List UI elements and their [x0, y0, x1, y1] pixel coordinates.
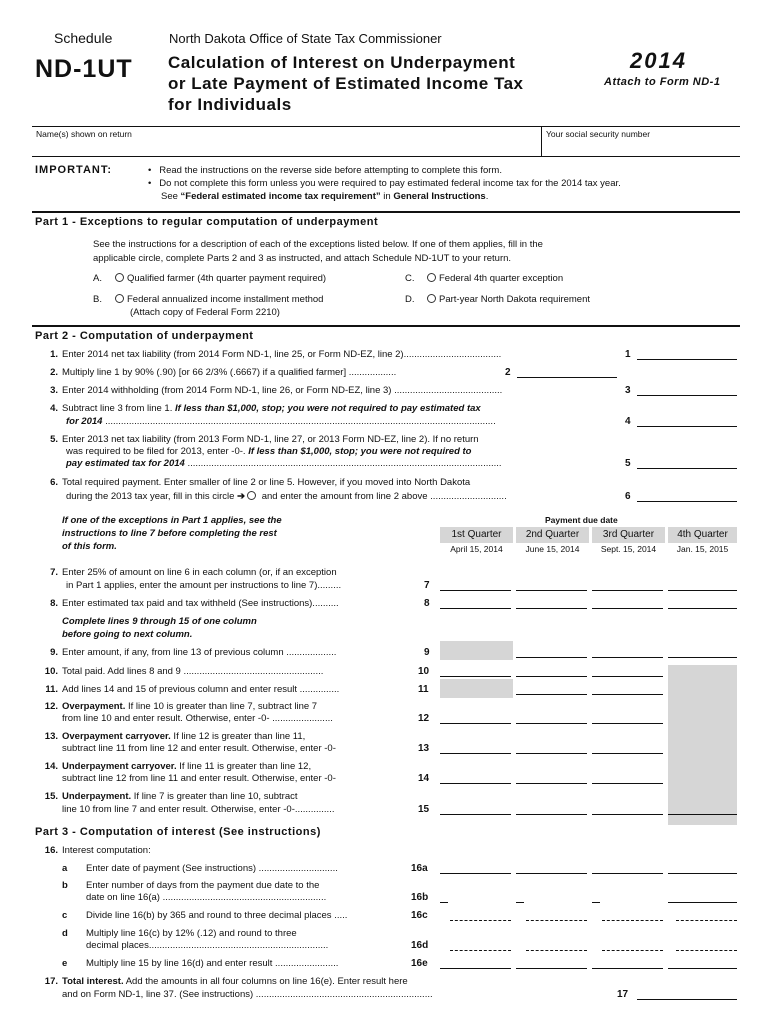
form-title: Calculation of Interest on Underpayment or Late Payment of Estimated Income Tax for Individuals [168, 53, 524, 114]
line-6-number: 6 [625, 491, 631, 502]
ssn-label: Your social security number [546, 129, 651, 139]
line-6: 6. Total required payment. Enter smaller of line 2 or line 5. However, if you moved into North Dakota [50, 477, 471, 488]
line-9-q2[interactable] [516, 657, 587, 658]
line-15-q4[interactable] [668, 814, 737, 815]
line-15: 15. Underpayment. If line 7 is greater than line 10, subtract [44, 791, 298, 802]
line-7-q4[interactable] [668, 590, 737, 591]
line-16c-q4[interactable] [676, 920, 737, 921]
line-16e-number: 16e [411, 958, 428, 969]
line-4-field[interactable] [637, 426, 737, 427]
line-6-field[interactable] [637, 501, 737, 502]
line-10: 10. Total paid. Add lines 8 and 9 ..................................................... [44, 666, 324, 677]
line-5: 5. Enter 2013 net tax liability (from 2013 Form ND-1, line 27, or 2013 Form ND-EZ, line 2). If no return [50, 434, 479, 445]
line-15-q2[interactable] [516, 814, 587, 815]
quarter-1-header: 1st Quarter [440, 527, 513, 543]
line-4: 4. Subtract line 3 from line 1. If less than $1,000, stop; you were not required to pay estimated tax [50, 403, 481, 414]
line-6-cont: during the 2013 tax year, fill in this circle ➔ and enter the amount from line 2 above ............................. [66, 491, 507, 502]
line-16a-number: 16a [411, 863, 428, 874]
line-1-field[interactable] [637, 359, 737, 360]
quarter-2-header: 2nd Quarter [516, 527, 589, 543]
line-17-number: 17 [617, 989, 629, 1000]
names-label: Name(s) shown on return [36, 129, 132, 139]
line-14: 14. Underpayment carryover. If line 11 is greater than line 12, [44, 761, 312, 772]
line-16d-q1[interactable] [450, 950, 511, 951]
part2-heading: Part 2 - Computation of underpayment [35, 330, 254, 342]
line-16d-cont: decimal places.................................................................... [86, 940, 329, 951]
line-16d: d Multiply line 16(c) by 12% (.12) and round to three [62, 928, 297, 939]
line-8-q3[interactable] [592, 608, 663, 609]
line-8: 8. Enter estimated tax paid and tax withheld (See instructions).......... [50, 598, 339, 609]
exception-d-circle[interactable] [427, 294, 436, 303]
quarter-3-header: 3rd Quarter [592, 527, 665, 543]
line-16a: a Enter date of payment (See instructions) .............................. [62, 863, 338, 874]
shade-q4 [668, 665, 737, 825]
line-10-q1[interactable] [440, 676, 511, 677]
line-16e-q3[interactable] [592, 968, 663, 969]
ssn-field[interactable] [546, 140, 736, 155]
line-12-q1[interactable] [440, 723, 511, 724]
line-10-number: 10 [418, 666, 430, 677]
line-5-field[interactable] [637, 468, 737, 469]
line-8-number: 8 [424, 598, 430, 609]
moved-in-circle[interactable] [247, 491, 256, 500]
line-16e: e Multiply line 15 by line 16(d) and enter result ........................ [62, 958, 339, 969]
line-16a-q2[interactable] [516, 873, 587, 874]
line-16b-cont: date on line 16(a) .............................................................. [86, 892, 327, 903]
line-8-q1[interactable] [440, 608, 511, 609]
line-16b-q2[interactable] [516, 902, 524, 903]
payment-due-label: Payment due date [545, 515, 618, 525]
quarter-3-date: Sept. 15, 2014 [600, 544, 657, 554]
line-3-field[interactable] [637, 395, 737, 396]
line-17: 17. Total interest. Add the amounts in all four columns on line 16(e). Enter result here [44, 976, 408, 987]
line-9: 9. Enter amount, if any, from line 13 of previous column ................... [50, 647, 337, 658]
exception-a-circle[interactable] [115, 273, 124, 282]
line-15-q3[interactable] [592, 814, 663, 815]
line-7: 7. Enter 25% of amount on line 6 in each column (or, if an exception [50, 567, 337, 578]
tax-year: 2014 [630, 48, 687, 73]
exception-b-note: (Attach copy of Federal Form 2210) [130, 307, 280, 318]
line-13-q2[interactable] [516, 753, 587, 754]
line-16b-q3[interactable] [592, 902, 600, 903]
line-12-cont: from line 10 and enter result. Otherwise, enter -0- ....................... [62, 713, 333, 724]
form-number: ND-1UT [35, 55, 133, 83]
line-11-q2[interactable] [516, 694, 587, 695]
quarter-4-date: Jan. 15, 2015 [676, 544, 729, 554]
line-15-q1[interactable] [440, 814, 511, 815]
line-3-number: 3 [625, 385, 631, 396]
line-10-q3[interactable] [592, 676, 663, 677]
line-17-field[interactable] [637, 999, 737, 1000]
line-11-q3[interactable] [592, 694, 663, 695]
line-8-q4[interactable] [668, 608, 737, 609]
exception-b-circle[interactable] [115, 294, 124, 303]
line-13-cont: subtract line 11 from line 12 and enter result. Otherwise, enter -0- [62, 743, 336, 754]
attach-note: Attach to Form ND-1 [604, 76, 721, 88]
line-14-q3[interactable] [592, 783, 663, 784]
arrow-right-icon: ➔ [237, 491, 246, 502]
line-5-number: 5 [625, 458, 631, 469]
shade-11-q1 [440, 679, 513, 698]
line-16a-q1[interactable] [440, 873, 511, 874]
line-16d-q2[interactable] [526, 950, 587, 951]
line-16c-number: 16c [411, 910, 428, 921]
important-label: IMPORTANT: [35, 164, 113, 176]
line-7-q1[interactable] [440, 590, 511, 591]
office-name: North Dakota Office of State Tax Commissioner [169, 31, 442, 46]
column-note: Complete lines 9 through 15 of one column before going to next column. [62, 616, 257, 640]
line-12-q3[interactable] [592, 723, 663, 724]
part1-intro: See the instructions for a description of each of the exceptions listed below. If one of them applies, fill in the applicable circle, complete Parts 2 and 3 as instructed, and attach Schedule ND-1UT to your return. [93, 239, 543, 264]
line-16c-q1[interactable] [450, 920, 511, 921]
exception-c[interactable]: C. Federal 4th quarter exception [405, 273, 564, 284]
line-9-q4[interactable] [668, 657, 737, 658]
exception-b[interactable]: B. Federal annualized income installment method [93, 294, 324, 305]
line-11-number: 11 [418, 684, 429, 695]
shade-9-q1 [440, 641, 513, 660]
line-2-number: 2 [505, 367, 511, 378]
line-5-cont: was required to be filed for 2013, enter -0-. If less than $1,000, stop; you were not required to [66, 446, 472, 457]
quarter-1-date: April 15, 2014 [450, 544, 503, 554]
line-16c-q3[interactable] [602, 920, 663, 921]
line-15-number: 15 [418, 804, 430, 815]
line-12-q2[interactable] [516, 723, 587, 724]
line-5-cont2: pay estimated tax for 2014 ....................................................................................................................... [66, 458, 502, 469]
schedule-label: Schedule [54, 30, 113, 46]
line-16b-q4[interactable] [668, 902, 737, 903]
line-15-cont: line 10 from line 7 and enter result. Otherwise, enter -0-............... [62, 804, 335, 815]
line-2-field[interactable] [517, 377, 617, 378]
line-16b: b Enter number of days from the payment due date to the [62, 880, 320, 891]
line-16c: c Divide line 16(b) by 365 and round to three decimal places ..... [62, 910, 348, 921]
exception-a[interactable]: A. Qualified farmer (4th quarter payment required) [93, 273, 327, 284]
line-2: 2. Multiply line 1 by 90% (.90) [or 66 2/3% (.6667) if a qualified farmer] .................. [50, 367, 397, 378]
line-16b-q1[interactable] [440, 902, 448, 903]
line-16a-q3[interactable] [592, 873, 663, 874]
line-12: 12. Overpayment. If line 10 is greater than line 7, subtract line 7 [44, 701, 318, 712]
line-13-q1[interactable] [440, 753, 511, 754]
line-16d-q4[interactable] [676, 950, 737, 951]
line-16e-q4[interactable] [668, 968, 737, 969]
line-1: 1. Enter 2014 net tax liability (from 2014 Form ND-1, line 25, or Form ND-EZ, line 2)..................................... [50, 349, 502, 360]
line-3: 3. Enter 2014 withholding (from 2014 Form ND-1, line 26, or Form ND-EZ, line 3) ......................................... [50, 385, 503, 396]
line-13-q3[interactable] [592, 753, 663, 754]
line-14-q1[interactable] [440, 783, 511, 784]
names-field[interactable] [36, 140, 536, 155]
quarter-4-header: 4th Quarter [668, 527, 737, 543]
part3-heading: Part 3 - Computation of interest (See instructions) [35, 826, 321, 838]
exception-d[interactable]: D. Part-year North Dakota requirement [405, 294, 591, 305]
line-14-cont: subtract line 12 from line 11 and enter result. Otherwise, enter -0- [62, 773, 336, 784]
line-9-q3[interactable] [592, 657, 663, 658]
line-9-number: 9 [424, 647, 430, 658]
line-13: 13. Overpayment carryover. If line 12 is greater than line 11, [44, 731, 306, 742]
line-4-cont: for 2014 .................................................................................................................................................... [66, 416, 496, 427]
line-7-q3[interactable] [592, 590, 663, 591]
line-16: 16. Interest computation: [44, 845, 151, 856]
line-4-number: 4 [625, 416, 631, 427]
exception-c-circle[interactable] [427, 273, 436, 282]
line-16b-number: 16b [411, 892, 429, 903]
part1-heading: Part 1 - Exceptions to regular computation of underpayment [35, 216, 379, 228]
line-16a-q4[interactable] [668, 873, 737, 874]
line-16e-q2[interactable] [516, 968, 587, 969]
line-7-number: 7 [424, 580, 430, 591]
line-7-cont: in Part 1 applies, enter the amount per instructions to line 7)......... [66, 580, 342, 591]
line-12-number: 12 [418, 713, 430, 724]
line-1-number: 1 [625, 349, 631, 360]
line-13-number: 13 [418, 743, 430, 754]
line-11: 11. Add lines 14 and 15 of previous column and enter result ............... [45, 684, 340, 695]
line-16e-q1[interactable] [440, 968, 511, 969]
exceptions-note: If one of the exceptions in Part 1 applies, see the instructions to line 7 before completing the rest of this form. [62, 515, 282, 552]
quarter-2-date: June 15, 2014 [525, 544, 580, 554]
important-bullets: • Read the instructions on the reverse side before attempting to complete this form. • Do not complete this form unless you were required to pay estimated federal income tax for the 2014 tax year. See “Federal estimated income tax requirement” in General Instructions. [148, 165, 621, 202]
line-14-q2[interactable] [516, 783, 587, 784]
line-16c-q2[interactable] [526, 920, 587, 921]
line-7-q2[interactable] [516, 590, 587, 591]
line-16d-number: 16d [411, 940, 429, 951]
line-17-cont: and on Form ND-1, line 37. (See instructions) ................................................................... [62, 989, 433, 1000]
line-10-q2[interactable] [516, 676, 587, 677]
line-14-number: 14 [418, 773, 430, 784]
line-16d-q3[interactable] [602, 950, 663, 951]
line-8-q2[interactable] [516, 608, 587, 609]
